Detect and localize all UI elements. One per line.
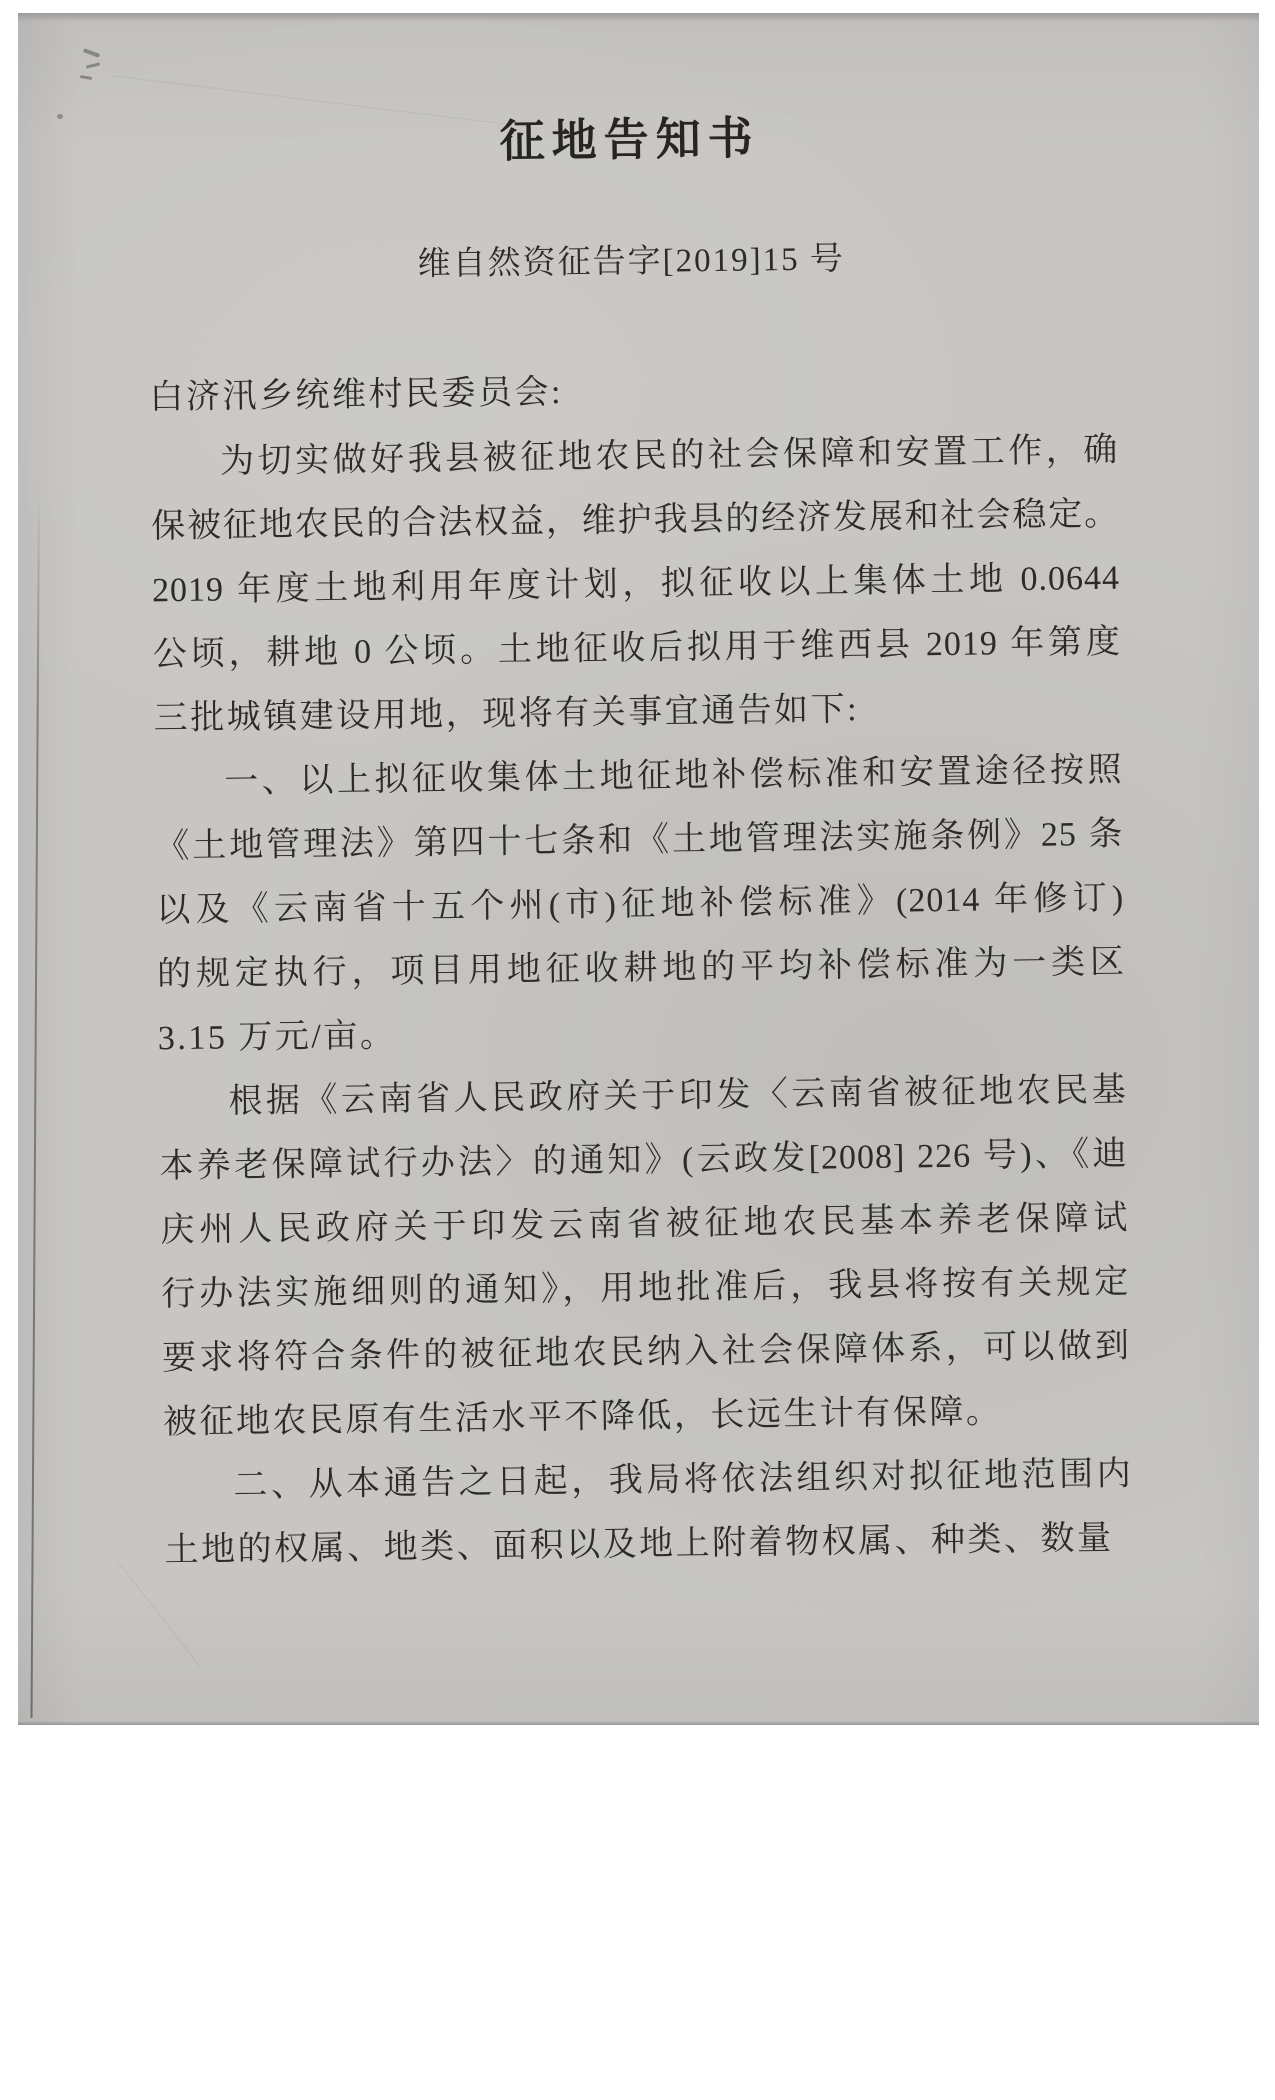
body-line: 为切实做好我县被征地农民的社会保障和安置工作，确: [219, 431, 1119, 481]
body-line: 根据《云南省人民政府关于印发〈云南省被征地农民基: [228, 1071, 1127, 1121]
document-body: [150, 419, 1133, 1584]
body-line: 3.15 万元/亩。: [157, 1017, 397, 1058]
body-line: 以及《云南省十五个州(市)征地补偿标准》(2014 年修订): [155, 879, 1125, 930]
document-content: [8, 5, 1271, 1733]
body-line: 《土地管理法》第四十七条和《土地管理法实施条例》25 条: [155, 815, 1124, 866]
body-line: 被征地农民原有生活水平不降低，长远生计有保障。: [162, 1393, 1003, 1442]
body-line: 二、从本通告之日起，我局将依法组织对拟征地范围内: [233, 1455, 1132, 1505]
body-line: 公顷，耕地 0 公顷。土地征收后拟用于维西县 2019 年第度: [152, 623, 1122, 674]
salutation: 白济汛乡统维村民委员会:: [149, 373, 564, 417]
body-line: 行办法实施细则的通知》，用地批准后，我县将按有关规定: [161, 1263, 1130, 1314]
body-line: 2019 年度土地利用年度计划，拟征收以上集体土地 0.0644: [151, 559, 1121, 610]
body-line: 三批城镇建设用地，现将有关事宜通告如下:: [153, 691, 860, 738]
body-line: 保被征地农民的合法权益，维护我县的经济发展和社会稳定。: [150, 495, 1120, 546]
body-line: 一、以上拟征收集体土地征地补偿标准和安置途径按照: [224, 751, 1123, 801]
document-number: 维自然资征告字[2019]15 号: [417, 241, 846, 283]
body-line: 要求将符合条件的被征地农民纳入社会保障体系，可以做到: [161, 1327, 1131, 1378]
body-line: 庆州人民政府关于印发云南省被征地农民基本养老保障试: [160, 1199, 1129, 1250]
body-line: 土地的权属、地类、面积以及地上附着物权属、种类、数量: [164, 1519, 1114, 1570]
paper-sheet: [18, 13, 1259, 1725]
document-title: 征地告知书: [499, 113, 761, 167]
body-line: 的规定执行，项目用地征收耕地的平均补偿标准为一类区: [156, 943, 1126, 994]
body-line: 本养老保障试行办法〉的通知》(云政发[2008] 226 号)、《迪: [159, 1135, 1128, 1186]
